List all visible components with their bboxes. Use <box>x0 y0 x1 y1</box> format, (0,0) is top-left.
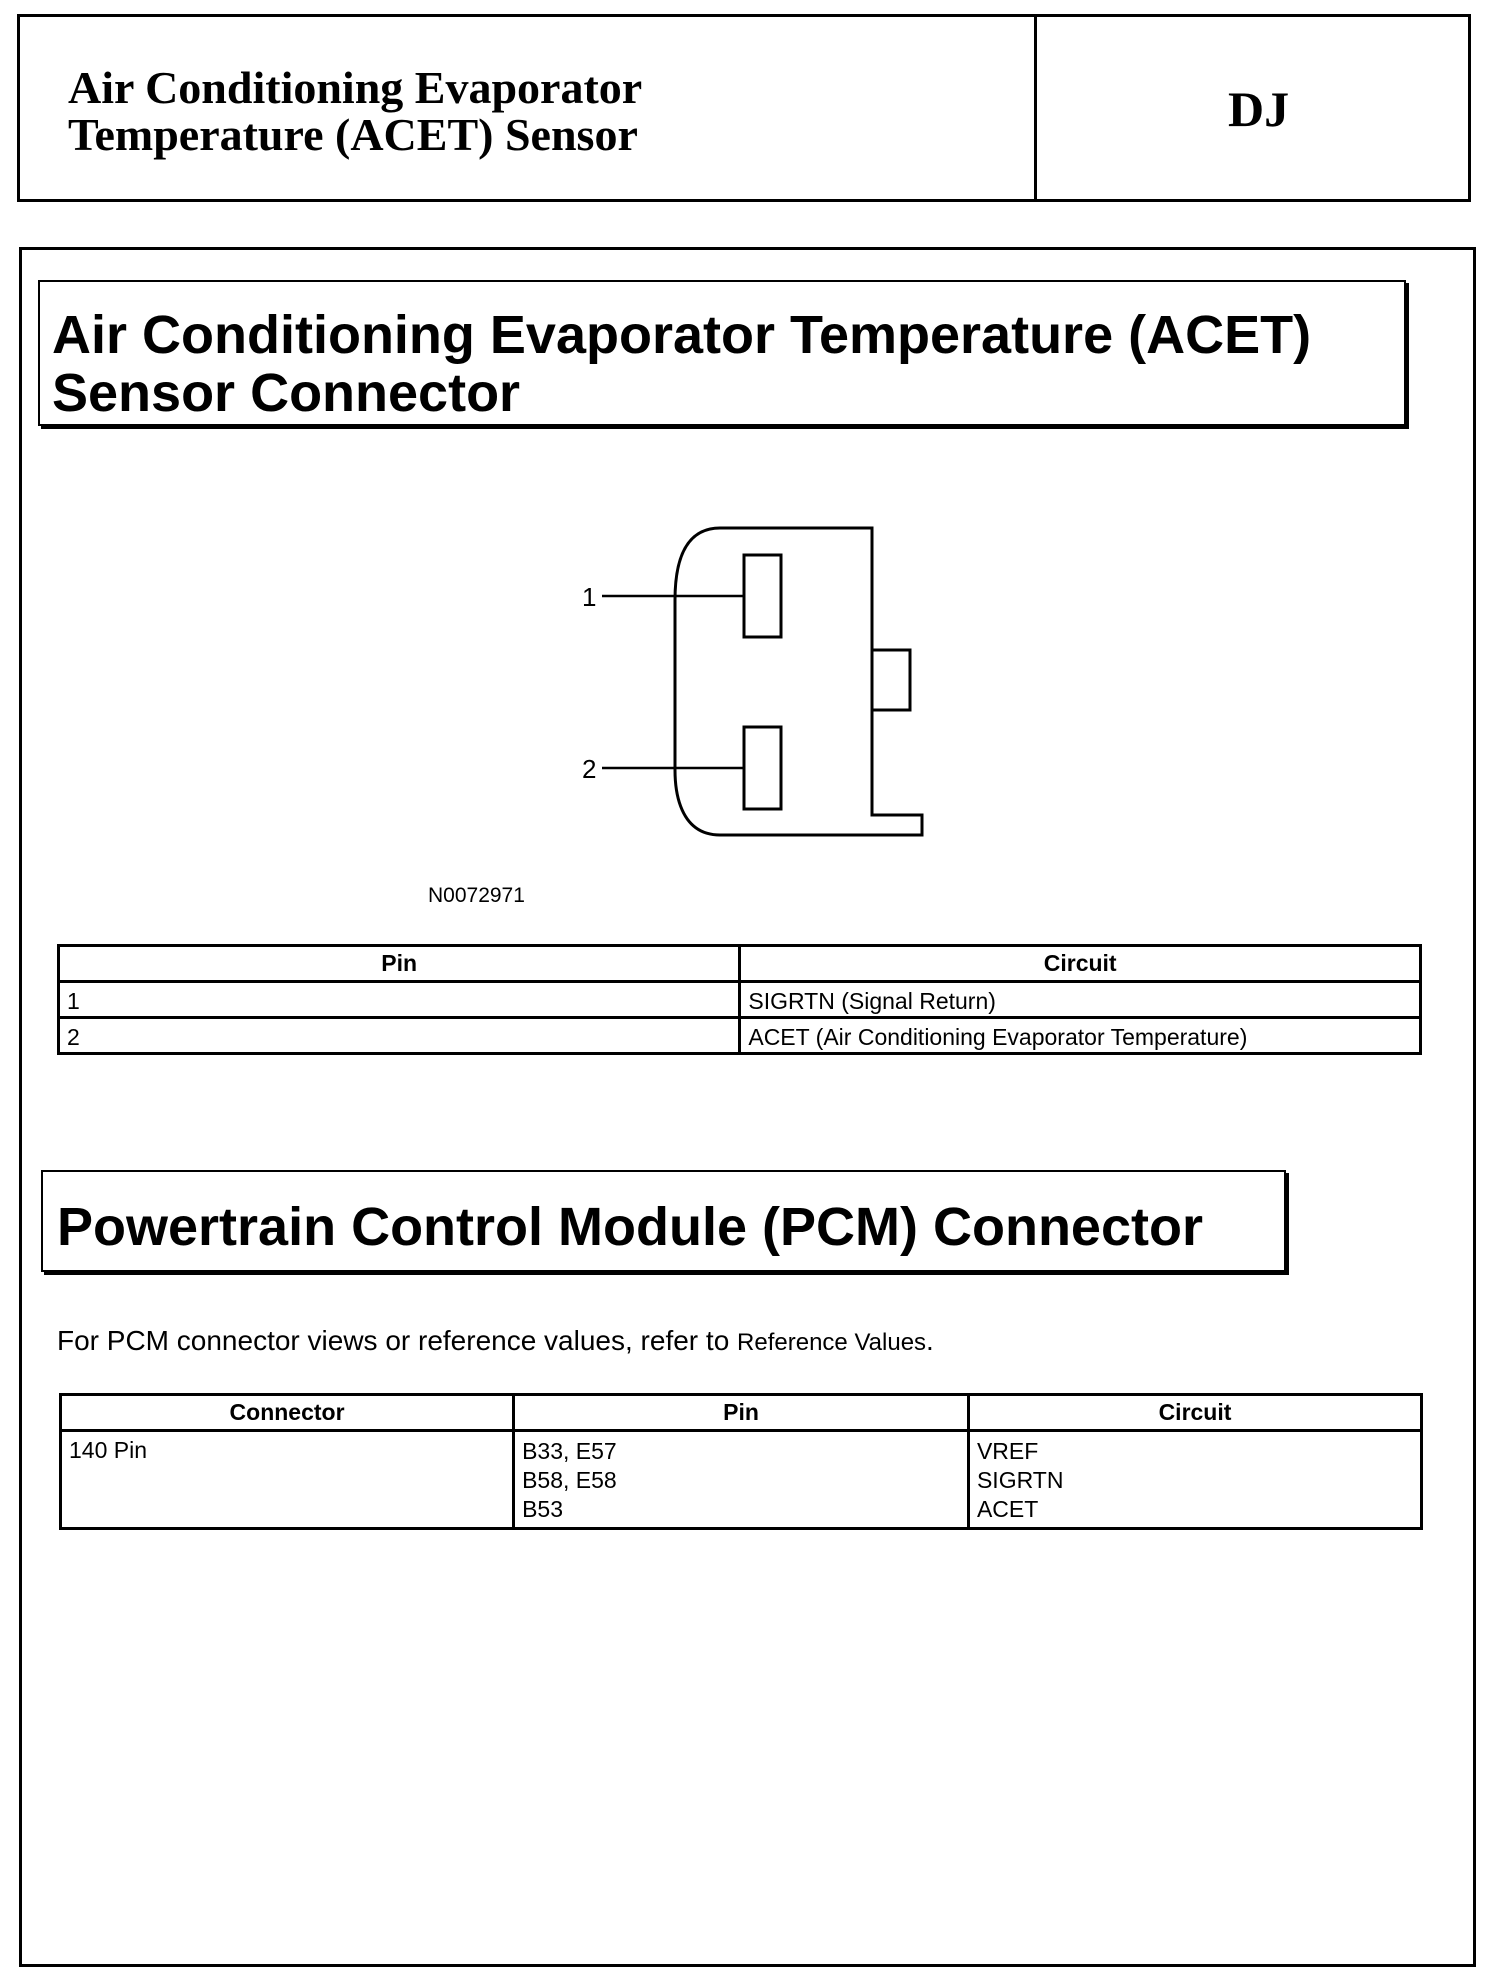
pin-1-terminal <box>744 555 781 637</box>
column-header-pin: Pin <box>59 946 740 982</box>
column-header-pin: Pin <box>514 1395 969 1431</box>
column-header-circuit: Circuit <box>740 946 1421 982</box>
header-code: DJ <box>1228 81 1290 137</box>
acet-pin-table <box>57 944 1422 1055</box>
acet-connector-diagram <box>570 515 940 845</box>
header-title: Air Conditioning Evaporator Temperature (ACET) Sensor <box>68 62 643 160</box>
table-header-row <box>61 1395 1422 1431</box>
connector-cell: 140 Pin <box>61 1431 514 1529</box>
page-frame <box>19 247 1476 1967</box>
circuit-cell: ACET (Air Conditioning Evaporator Temperature) <box>740 1018 1421 1054</box>
circuit-cell: VREF SIGRTN ACET <box>968 1431 1421 1529</box>
figure-id: N0072971 <box>428 884 525 907</box>
table-row <box>61 1431 1422 1529</box>
table-row <box>59 982 1421 1018</box>
acet-section-title: Air Conditioning Evaporator Temperature (ACET) Sensor Connector <box>52 305 1312 423</box>
reference-values-link[interactable]: Reference Values <box>737 1329 927 1356</box>
table-header-row <box>59 946 1421 982</box>
table-row <box>59 1018 1421 1054</box>
pin-2-terminal <box>744 727 781 809</box>
circuit-cell: SIGRTN (Signal Return) <box>740 982 1421 1018</box>
connector-housing <box>675 528 922 835</box>
column-header-circuit: Circuit <box>968 1395 1421 1431</box>
connector-lock-tab <box>872 650 910 710</box>
pin-2-label: 2 <box>582 754 597 784</box>
pcm-section-title: Powertrain Control Module (PCM) Connector <box>57 1197 1203 1257</box>
pin-cell: B33, E57 B58, E58 B53 <box>514 1431 969 1529</box>
note-end: . <box>926 1325 934 1356</box>
pcm-connector-table <box>59 1393 1423 1530</box>
pin-cell: 1 <box>59 982 740 1018</box>
column-header-connector: Connector <box>61 1395 514 1431</box>
header-divider <box>1034 14 1037 202</box>
pin-1-label: 1 <box>582 582 597 612</box>
note-text: For PCM connector views or reference values, refer to <box>57 1325 730 1356</box>
pin-cell: 2 <box>59 1018 740 1054</box>
pcm-reference-note <box>57 1325 934 1357</box>
